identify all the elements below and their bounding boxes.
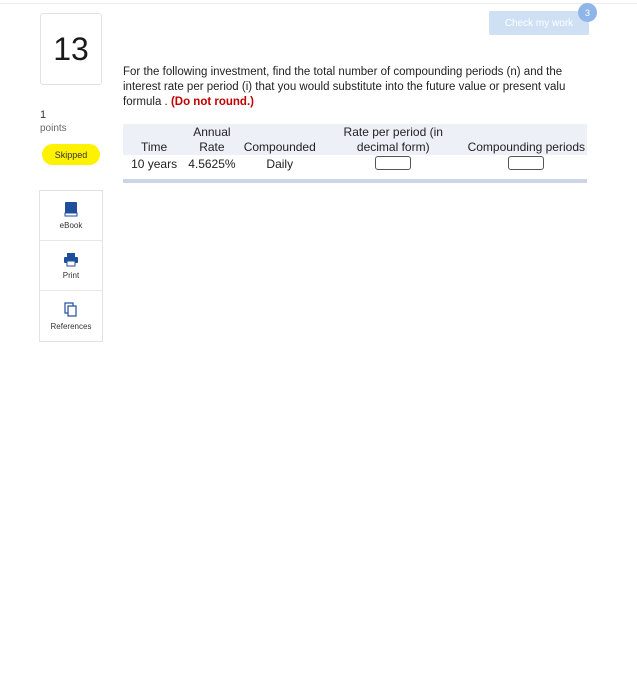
header-annual-rate: Annual Rate xyxy=(185,124,238,155)
do-not-round-note: (Do not round.) xyxy=(170,96,254,108)
question-number: 13 xyxy=(53,30,89,67)
check-my-work-button[interactable]: Check my work xyxy=(489,11,589,35)
cell-compounded: Daily xyxy=(266,157,294,171)
ebook-button[interactable] xyxy=(40,191,102,241)
cell-time: 10 years xyxy=(131,157,178,171)
rate-per-period-input[interactable] xyxy=(375,156,411,170)
tools-panel xyxy=(39,190,103,342)
print-button[interactable] xyxy=(40,241,102,291)
question-line-1: For the following investment, find the total number of compounding periods (n) and the xyxy=(123,66,563,78)
header-time: Time xyxy=(123,124,185,155)
points-value: 1 xyxy=(40,109,47,121)
references-label: References xyxy=(50,321,92,331)
top-divider xyxy=(0,3,637,4)
question-text xyxy=(123,65,603,110)
question-line-3-text: formula . xyxy=(123,96,168,108)
table-row xyxy=(123,155,587,173)
references-button[interactable] xyxy=(40,291,102,341)
header-rate-per-period: Rate per period (in decimal form) xyxy=(321,124,466,155)
book-icon xyxy=(64,201,78,217)
question-line-3 xyxy=(123,95,603,110)
printer-icon xyxy=(63,252,79,267)
header-compounding-periods: Compounding periods xyxy=(466,124,587,155)
references-icon xyxy=(64,302,78,318)
compounding-periods-input[interactable] xyxy=(508,156,544,170)
header-compounded: Compounded xyxy=(239,124,321,155)
points-label: points xyxy=(40,123,67,134)
cell-annual-rate: 4.5625% xyxy=(188,157,236,171)
ebook-label: eBook xyxy=(59,221,83,230)
question-line-2: interest rate per period (i) that you would substitute into the future value or present valu xyxy=(123,81,566,93)
table-bottom-rule xyxy=(123,179,587,183)
check-count-badge: 3 xyxy=(578,3,597,22)
print-label: Print xyxy=(62,270,80,280)
investment-table xyxy=(123,124,587,183)
status-badge: Skipped xyxy=(42,144,100,165)
question-number-box xyxy=(40,13,102,85)
